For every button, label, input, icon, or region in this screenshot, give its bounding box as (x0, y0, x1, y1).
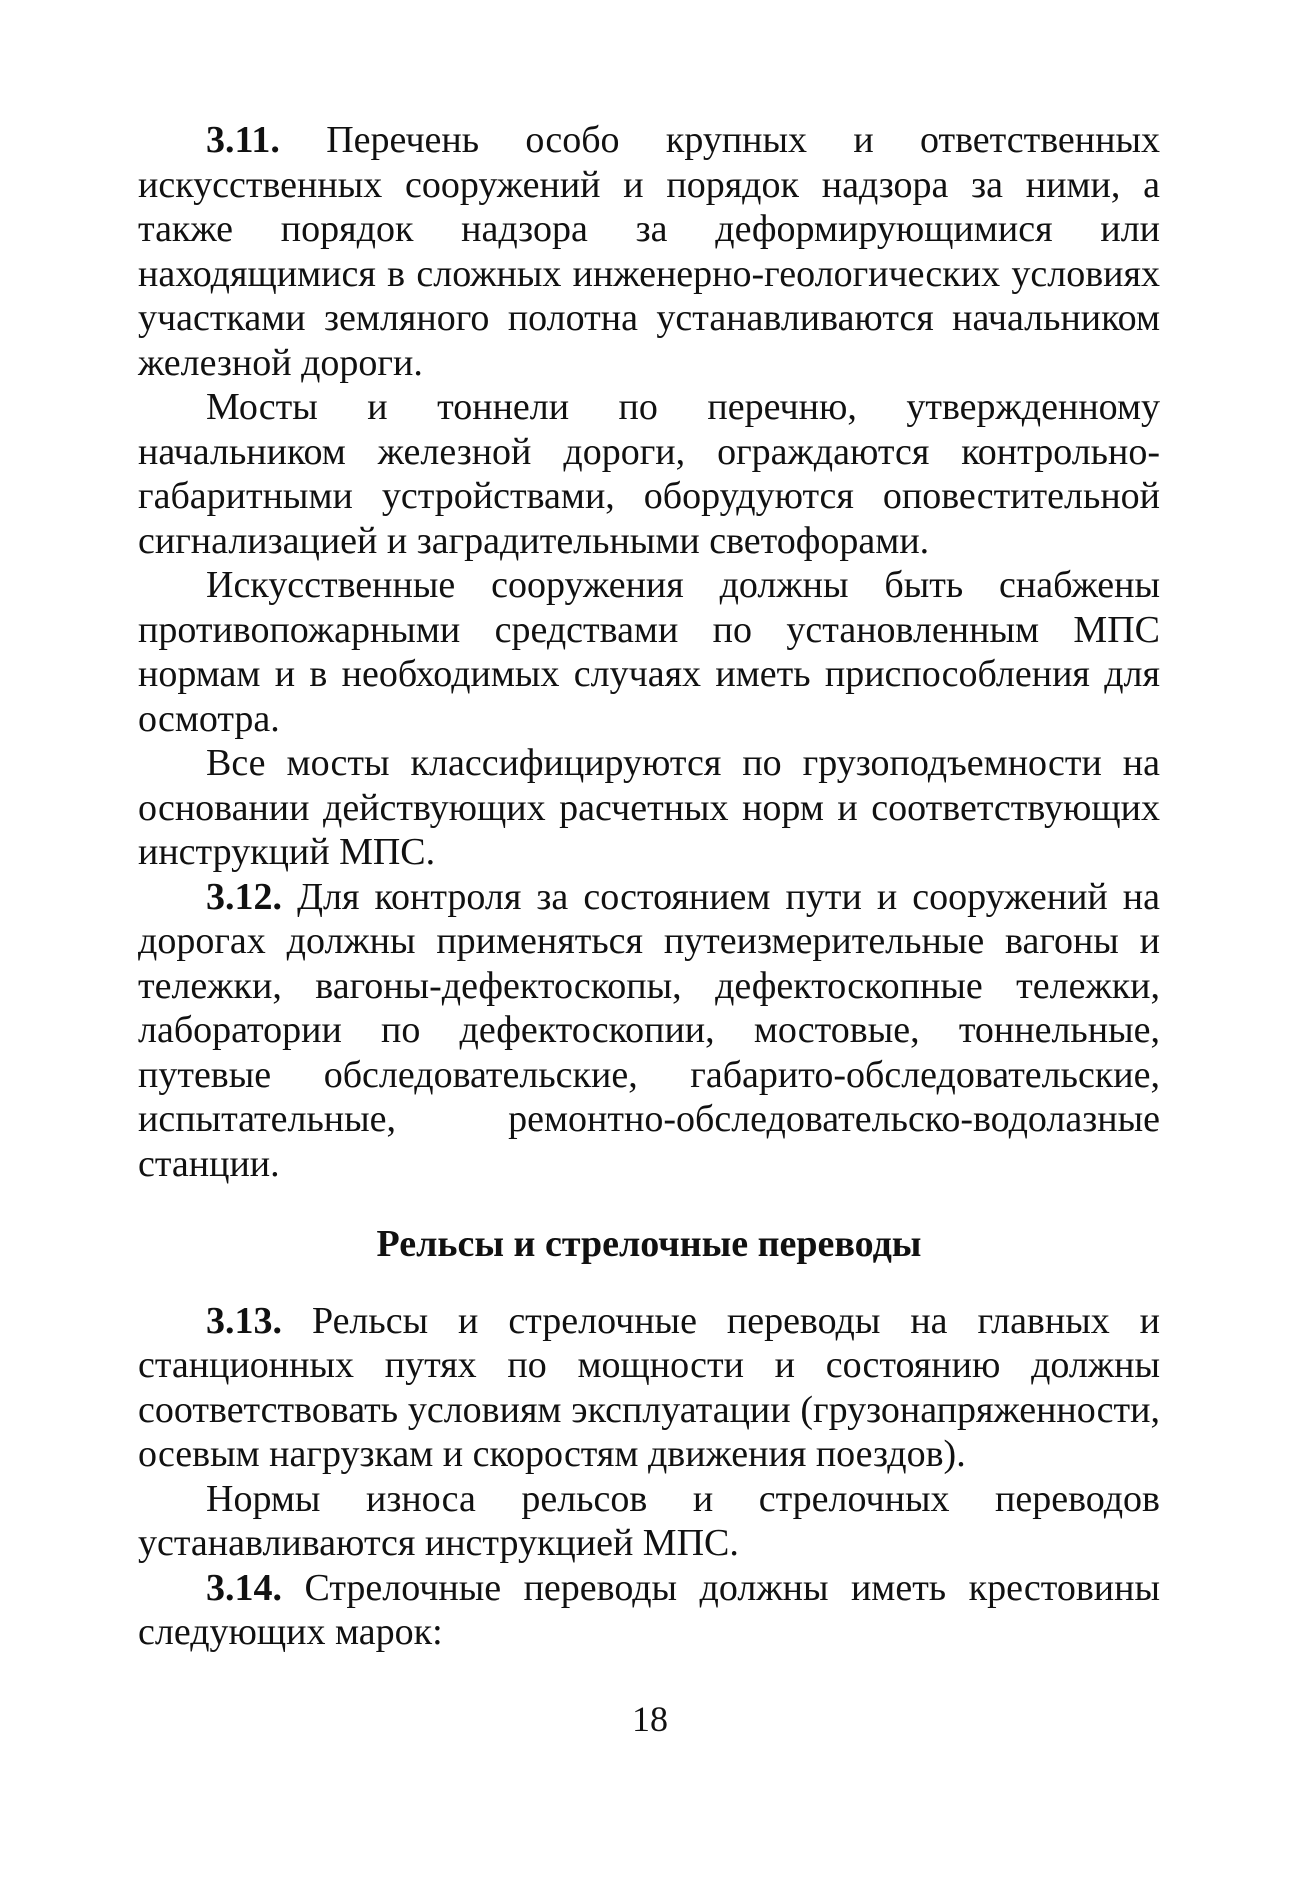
section-number: 3.13. (206, 1299, 282, 1342)
paragraph-3-11 (138, 118, 1160, 385)
paragraph-text: Перечень особо крупных и ответственных искусственных сооружений и порядок надзора за ними, а также порядок надзора за деформирующимися или находящимися в сложных инженерно-геологических условиях участками земляного полотна устанавливаются начальником железной дороги. (138, 119, 1160, 384)
section-number: 3.12. (206, 875, 282, 918)
paragraph-fire-protection: Искусственные сооружения должны быть снабжены противопожарными средствами по установленным МПС нормам и в необходимых случаях иметь приспособления для осмотра. (138, 564, 1160, 740)
paragraph-bridge-classification: Все мосты классифицируются по грузоподъемности на основании действующих расчетных норм и соответствующих инструкций МПС. (138, 742, 1160, 873)
paragraph-text: Для контроля за состоянием пути и сооружений на дорогах должны применяться путеизмерительные вагоны и тележки, вагоны-дефектоскопы, дефектоскопные тележки, лаборатории по дефектоскопии, мостовые, тоннельные, путевые обследовательские, габарито-обследовательские, испытательные, ремонтно-обследовательско-водолазные станции. (138, 875, 1160, 1185)
section-heading: Рельсы и стрелочные переводы (376, 1223, 922, 1265)
section-number: 3.11. (206, 119, 280, 161)
paragraph-wear-norms: Нормы износа рельсов и стрелочных переводов устанавливаются инструкцией МПС. (138, 1477, 1160, 1564)
paragraph-text: Рельсы и стрелочные переводы на главных и станционных путях по мощности и состоянию должны соответствовать условиям эксплуатации (грузонапряженности, осевым нагрузкам и скоростям движения поездов). (138, 1299, 1161, 1475)
paragraph-bridges-tunnels: Мосты и тоннели по перечню, утвержденному начальником железной дороги, ограждаются контрольно-габаритными устройствами, оборудуются оповестительной сигнализацией и заградительными светофорами. (138, 386, 1160, 562)
document-page (138, 118, 1160, 1655)
paragraph-3-14 (138, 1566, 1160, 1655)
section-number: 3.14. (206, 1566, 282, 1609)
paragraph-3-12 (138, 875, 1160, 1187)
paragraph-text: Стрелочные переводы должны иметь крестовины следующих марок: (138, 1566, 1161, 1653)
page-number: 18 (632, 1699, 668, 1739)
paragraph-3-13 (138, 1299, 1160, 1477)
